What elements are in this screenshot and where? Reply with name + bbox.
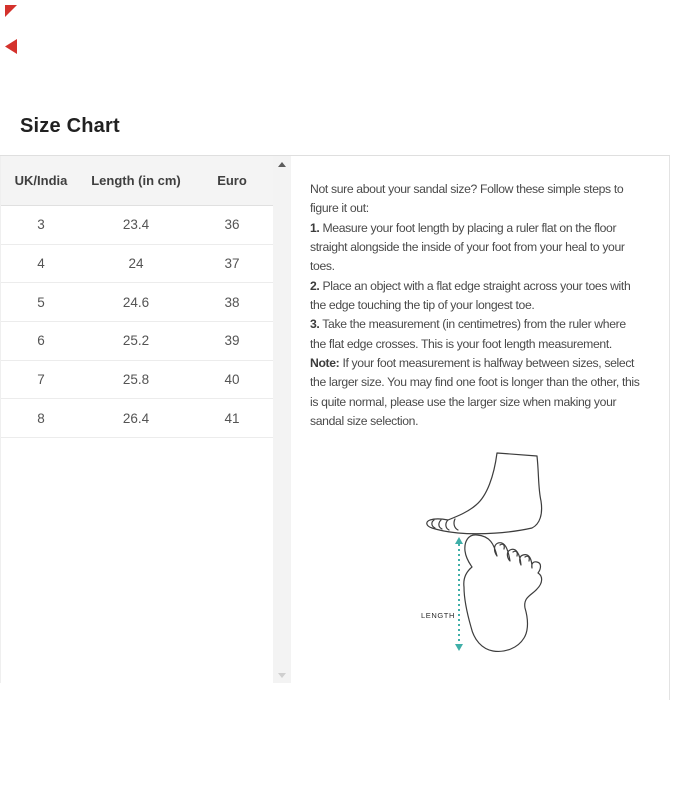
table-cell: 23.4 [122,217,150,233]
instruction-line: is quite normal, please use the larger size when making your [310,394,617,409]
table-cell: 6 [37,333,45,349]
table-row [1,399,273,438]
table-cell: 40 [224,371,240,387]
table-cell: 41 [224,410,240,426]
table-cell: 25.8 [122,371,150,387]
instruction-line: 3. Take the measurement (in centimetres) from the ruler where [310,317,626,332]
table-header-row [1,156,273,206]
instruction-line: the larger size. You may find one foot is longer than the other, this [310,375,640,390]
instruction-line: the edge touching the tip of your longest toe. [310,298,535,313]
table-cell: 5 [37,294,45,310]
table-cell: 38 [224,294,240,310]
table-cell: 7 [37,371,45,387]
table-cell: 4 [37,255,45,271]
table-cell: 26.4 [122,410,150,426]
length-label: LENGTH [420,611,455,620]
table-row [1,245,273,284]
instructions-panel [293,156,670,700]
table-cell: 37 [224,255,240,271]
table-cell: 25.2 [122,333,150,349]
instruction-line: the flat edge crosses. This is your foot length measurement. [310,336,612,351]
table-cell: 24.6 [122,294,150,310]
table-header-cell: Length (in cm) [91,173,181,188]
red-mark-icon [5,39,17,54]
table-row [1,322,273,361]
instruction-line: straight alongside the inside of your foot from your heal to your [310,240,625,255]
table-row [1,361,273,400]
footprint-icon [464,535,542,652]
table-body [1,206,290,438]
size-table-panel [0,156,290,683]
instruction-line: 1. Measure your foot length by placing a ruler flat on the floor [310,220,617,235]
table-header-cell: UK/India [14,173,68,188]
table-cell: 24 [128,255,144,271]
foot-measurement-diagram [410,446,570,661]
instruction-line: toes. [310,259,335,274]
page-title: Size Chart [20,115,120,137]
instruction-line: Not sure about your sandal size? Follow these simple steps to [310,182,624,196]
instruction-line: 2. Place an object with a flat edge straight across your toes with [310,278,631,293]
measurement-instructions [310,180,640,431]
foot-side-view-icon [427,453,542,534]
table-cell: 3 [37,217,45,233]
table-header-cell: Euro [217,173,247,188]
scroll-down-arrow-icon[interactable] [278,673,286,678]
table-cell: 8 [37,410,45,426]
instruction-line: Note: If your foot measurement is halfway between sizes, select [310,356,635,371]
table-cell: 36 [224,217,240,233]
length-arrow-icon [455,537,463,651]
instruction-line: figure it out: [310,201,369,216]
vertical-scrollbar[interactable] [273,156,291,683]
red-mark-icon [5,5,17,17]
table-row [1,283,273,322]
table-row [1,206,273,245]
scroll-up-arrow-icon[interactable] [278,162,286,167]
instruction-line: sandal size selection. [310,414,419,429]
table-cell: 39 [224,333,240,349]
